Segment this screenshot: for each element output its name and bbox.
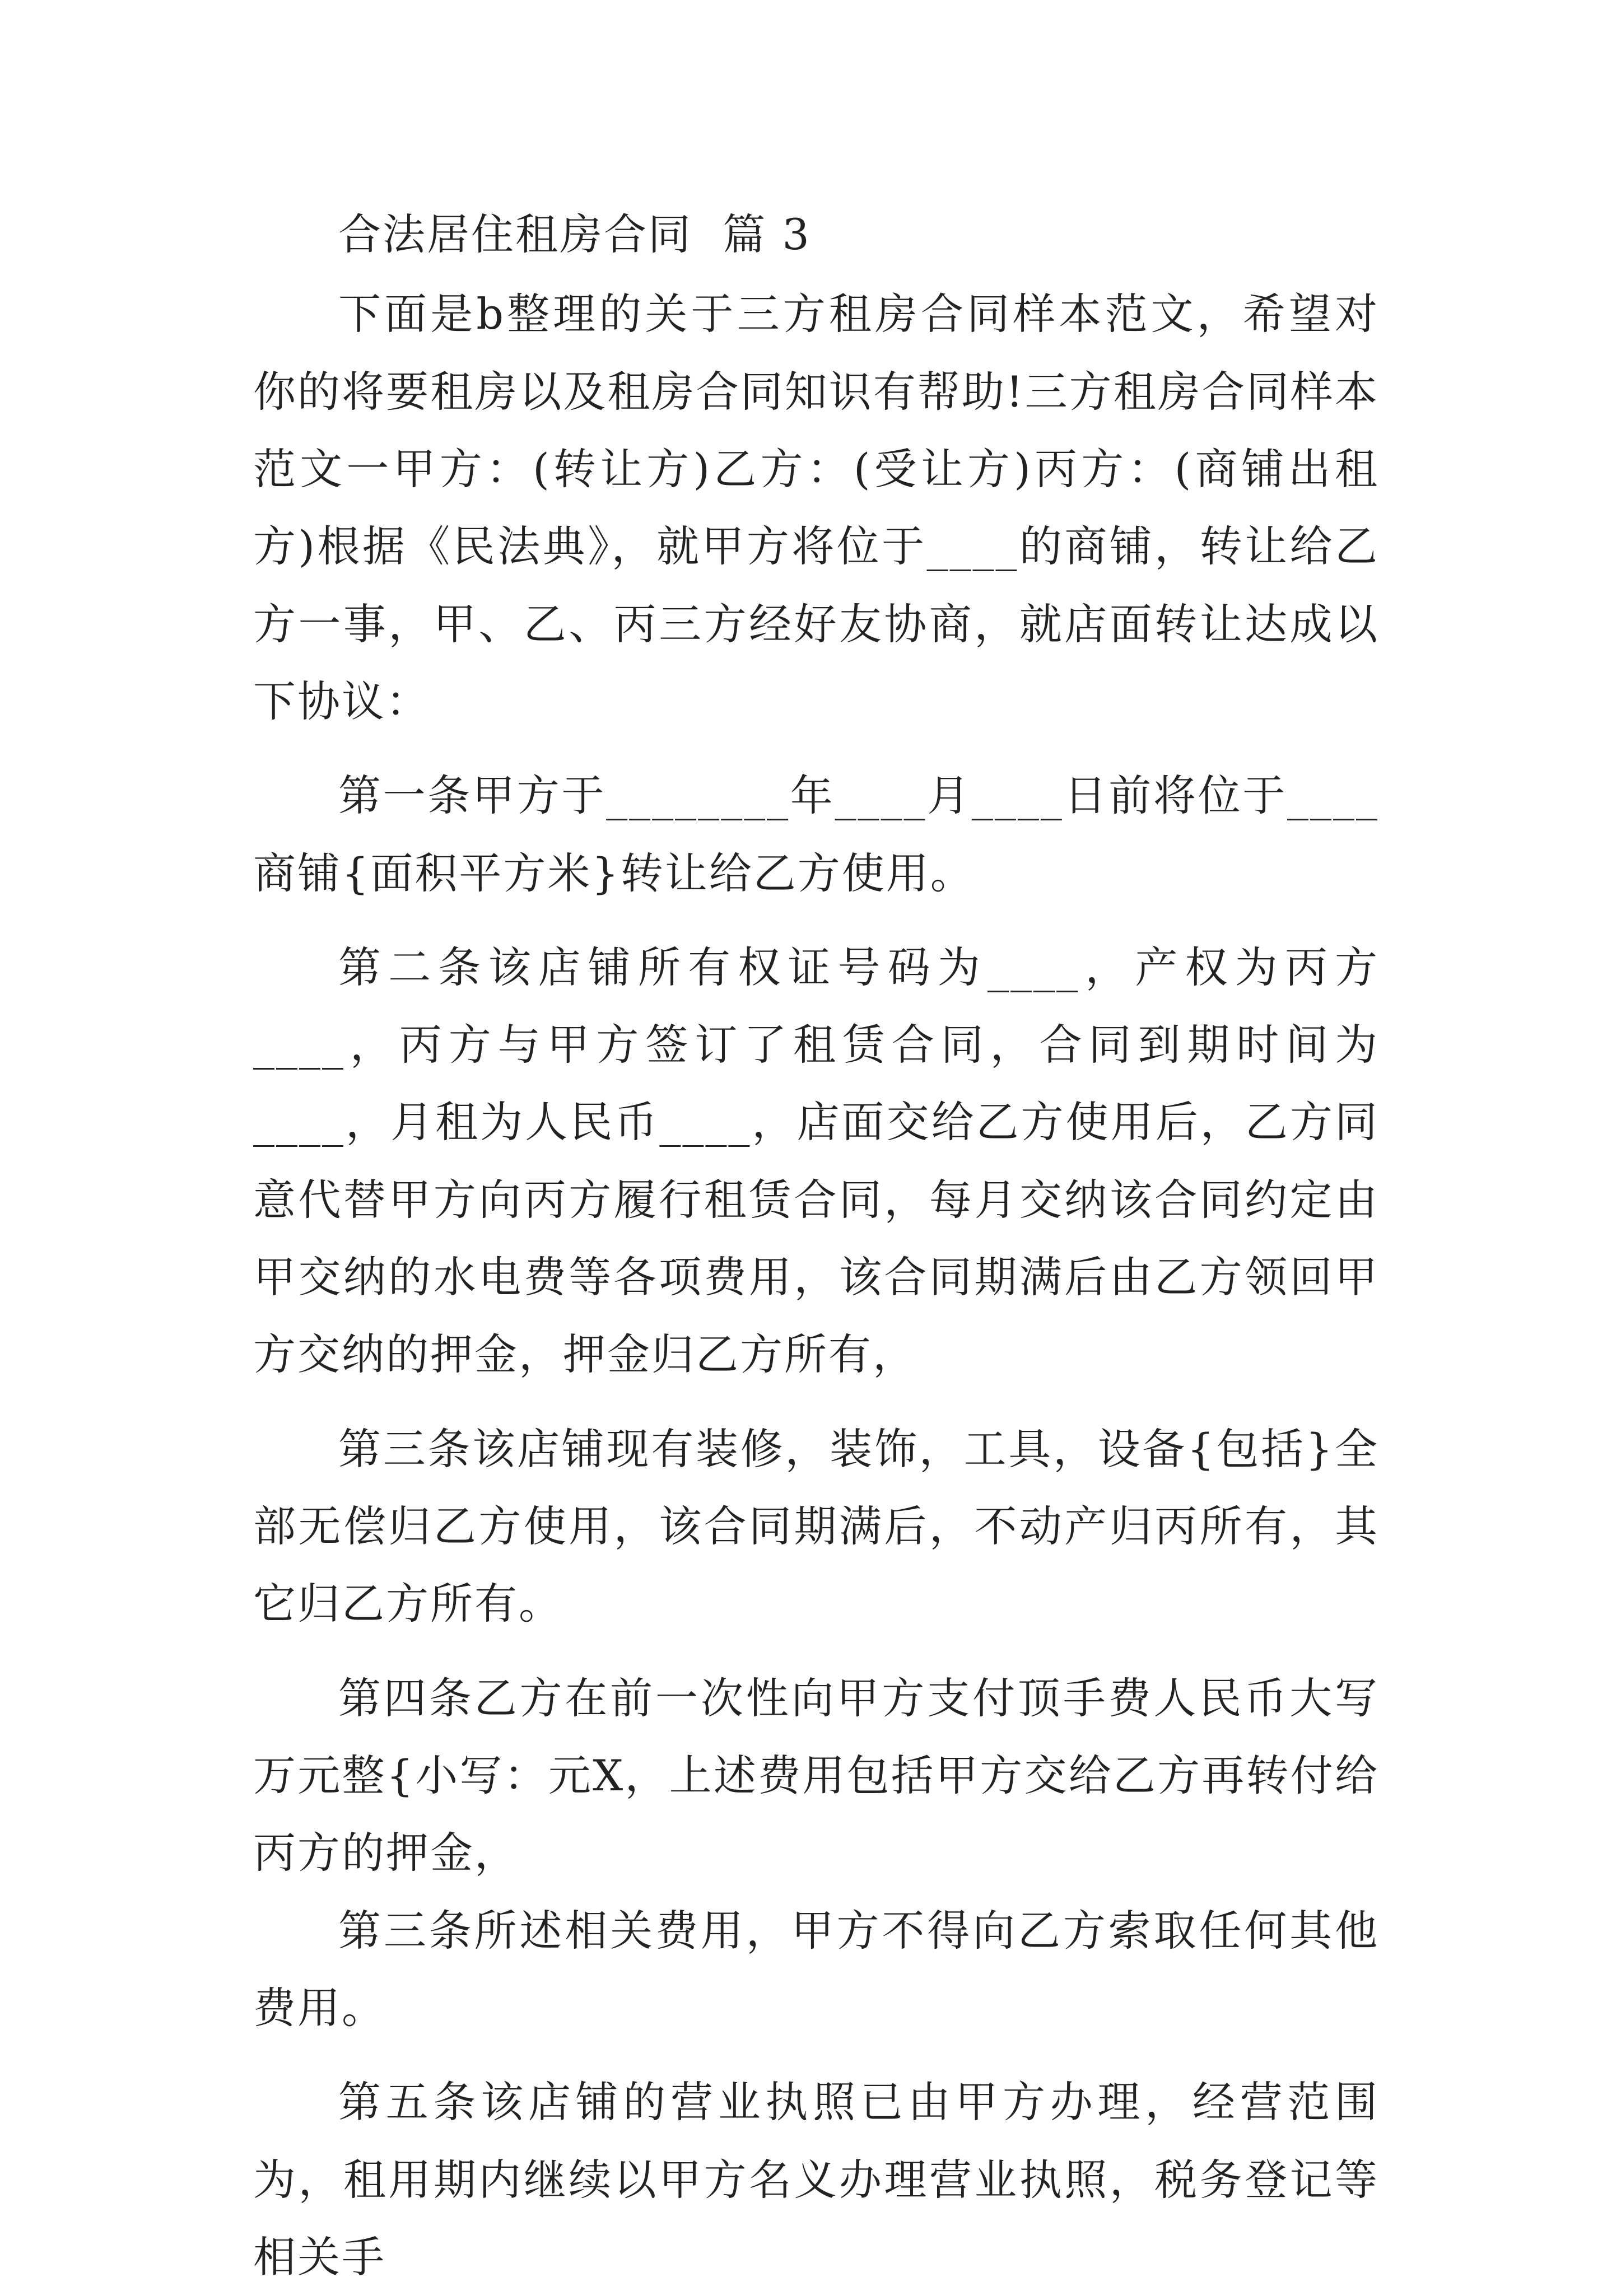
paragraph-article-2: 第二条该店铺所有权证号码为____，产权为丙方____，丙方与甲方签订了租赁合同，合同到期时间为____，月租为人民币____，店面交给乙方使用后，乙方同意代替甲方向丙方履行租赁合同，每月交纳该合同约定由甲交纳的水电费等各项费用，该合同期满后由乙方领回甲方交纳的押金，押金归乙方所有， (253, 942, 1379, 1380)
paragraph-article-1: 第一条甲方于________年____月____日前将位于____商铺{面积平方米}转让给乙方使用。 (253, 771, 1379, 898)
paragraph-article-4: 第四条乙方在前一次性向甲方支付顶手费人民币大写万元整{小写：元X，上述费用包括甲方交给乙方再转付给丙方的押金， (253, 1673, 1379, 1878)
paragraph-article-4-continued: 第三条所述相关费用，甲方不得向乙方索取任何其他费用。 (253, 1905, 1379, 2033)
document-body (253, 196, 1379, 2296)
paragraph-article-3: 第三条该店铺现有装修，装饰，工具，设备{包括}全部无偿归乙方使用，该合同期满后，不动产归丙所有，其它归乙方所有。 (253, 1424, 1379, 1629)
paragraph-article-5: 第五条该店铺的营业执照已由甲方办理，经营范围为，租用期内继续以甲方名义办理营业执照，税务登记等相关手 (253, 2077, 1379, 2282)
document-title: 合法居住租房合同 篇 3 (338, 209, 811, 259)
paragraph-intro: 下面是b整理的关于三方租房合同样本范文，希望对你的将要租房以及租房合同知识有帮助!三方租房合同样本范文一甲方：(转让方)乙方：(受让方)丙方：(商铺出租方)根据《民法典》，就甲方将位于____的商铺，转让给乙方一事，甲、乙、丙三方经好友协商，就店面转让达成以下协议： (253, 289, 1379, 726)
